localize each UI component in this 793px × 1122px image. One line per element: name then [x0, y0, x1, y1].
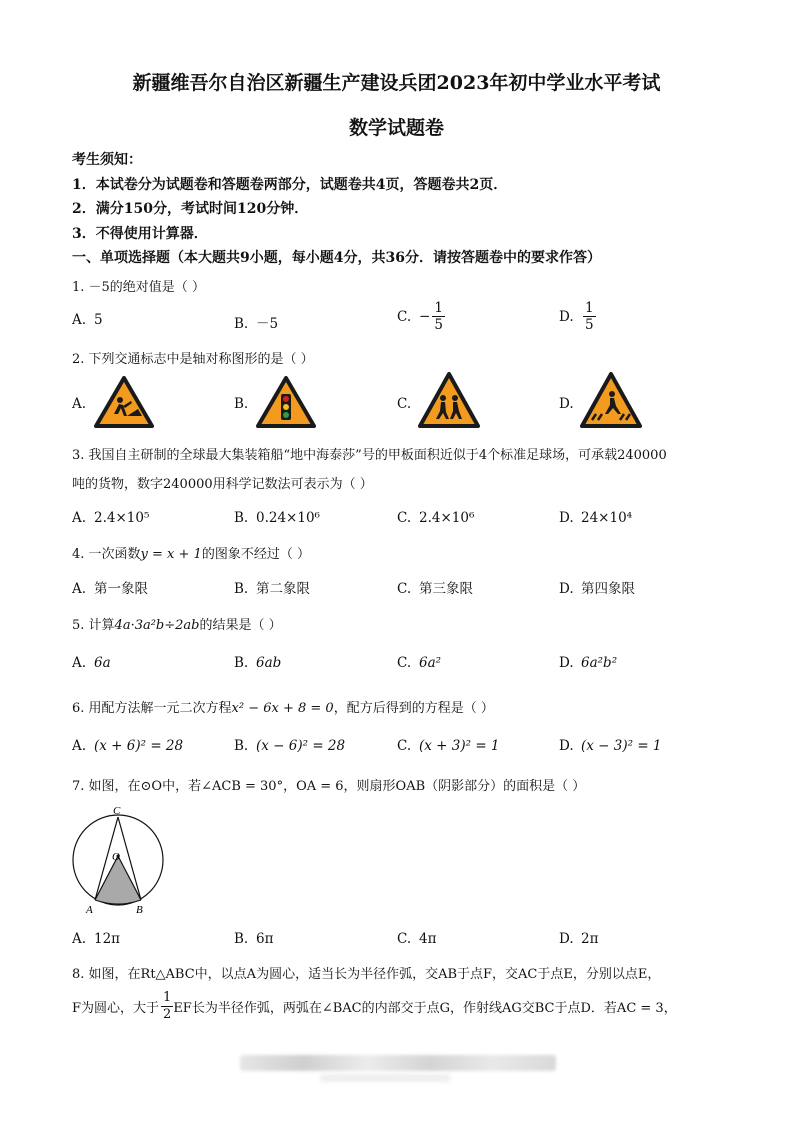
q8-half-fraction: [161, 990, 173, 1023]
q6-option-d-label: D.: [559, 738, 574, 754]
q4-stem-suffix: 的图象不经过（ ）: [201, 547, 310, 562]
q4-option-b-label: B.: [234, 581, 249, 597]
question-8-stem-line-1: 8. 如图，在Rt△ABC中，以点A为圆心，适当长为半径作弧，交AB于点F，交AC于点E，分别以点E，: [72, 967, 661, 982]
q5-stem-formula: 4a·3a²b÷2ab: [114, 618, 200, 633]
q4-option-b: [234, 577, 310, 597]
q4-option-a-value: 第一象限: [94, 581, 148, 597]
q3-option-b-label: B.: [234, 510, 249, 526]
q3-option-c-value: 2.4×10⁶: [419, 510, 475, 526]
q5-option-a-label: A.: [72, 655, 87, 671]
section-heading: 一、单项选择题（本大题共9小题，每小题4分，共36分．请按答题卷中的要求作答）: [72, 250, 601, 266]
q1-option-c: [397, 300, 445, 333]
q7-option-a-label: A.: [72, 931, 87, 947]
q7-option-a: [72, 931, 120, 947]
q5-option-b-value: 6ab: [256, 655, 282, 671]
q2-option-c-label: C.: [397, 396, 412, 412]
q6-option-c-label: C.: [397, 738, 412, 754]
q5-option-b-label: B.: [234, 655, 249, 671]
fraction-denominator: 5: [585, 317, 594, 333]
q2-option-b-label: B.: [234, 396, 249, 412]
q5-option-d: [559, 655, 617, 671]
q3-option-a-value: 2.4×10⁵: [94, 510, 150, 526]
q1-option-a-value: 5: [94, 312, 103, 328]
q6-option-b: [234, 738, 345, 754]
blurred-footer-watermark-secondary: [320, 1074, 450, 1082]
q1-option-b: [234, 312, 278, 332]
notice-item-3: 3．不得使用计算器．: [72, 226, 208, 242]
q3-option-b: [234, 510, 320, 526]
point-c-label: C: [113, 805, 121, 817]
q4-option-c-value: 第三象限: [419, 581, 473, 597]
q1-option-c-fraction: [432, 300, 445, 333]
q6-option-d-value: (x − 3)² = 1: [581, 738, 662, 754]
question-2-stem: 2. 下列交通标志中是轴对称图形的是（ ）: [72, 352, 314, 367]
q4-stem-prefix: 4. 一次函数: [72, 547, 141, 562]
q5-option-d-label: D.: [559, 655, 574, 671]
q4-stem-formula: y = x + 1: [140, 547, 202, 562]
question-4-stem: [72, 543, 310, 562]
q6-option-c: [397, 738, 500, 754]
q6-option-c-value: (x + 3)² = 1: [419, 738, 500, 754]
point-o-label: O: [112, 851, 120, 863]
q4-option-c: [397, 577, 473, 597]
q3-option-b-value: 0.24×10⁶: [256, 510, 320, 526]
q1-option-a: [72, 312, 103, 328]
notice-item-2: 2．满分150分，考试时间120分钟．: [72, 201, 309, 217]
q5-option-c-value: 6a²: [419, 655, 442, 671]
q7-option-b-value: 6π: [256, 931, 274, 947]
q1-option-b-value: －5: [256, 316, 279, 332]
fraction-denominator: 5: [434, 317, 443, 333]
q5-option-a: [72, 655, 111, 671]
q3-option-d-value: 24×10⁴: [581, 510, 633, 526]
q1-option-a-label: A.: [72, 312, 87, 328]
q7-option-d-label: D.: [559, 931, 574, 947]
question-3-stem-line-2: 吨的货物，数字240000用科学记数法可表示为（ ）: [72, 477, 373, 492]
q1-option-d: [559, 300, 596, 333]
q7-option-b-label: B.: [234, 931, 249, 947]
notice-heading: 考生须知：: [72, 152, 142, 168]
q3-option-c-label: C.: [397, 510, 412, 526]
q5-option-a-value: 6a: [94, 655, 111, 671]
circle-sector-figure: [66, 800, 170, 920]
fraction-denominator: 2: [163, 1007, 172, 1022]
q3-option-d: [559, 510, 632, 526]
exam-title: 新疆维吾尔自治区新疆生产建设兵团2023年初中学业水平考试: [132, 72, 661, 94]
question-3-stem-line-1: 3. 我国自主研制的全球最大集装箱船“地中海泰莎”号的甲板面积近似于4个标准足球场，可承载240000: [72, 448, 667, 463]
q8-line2-suffix: EF长为半径作弧，两弧在∠BAC的内部交于点G，作射线AG交BC于点D．若AC = 3，: [173, 1001, 677, 1016]
q6-option-b-label: B.: [234, 738, 249, 754]
q7-option-d-value: 2π: [581, 931, 599, 947]
q5-option-b: [234, 655, 281, 671]
q1-option-d-label: D.: [559, 308, 574, 325]
q6-option-a-value: (x + 6)² = 28: [94, 738, 184, 754]
question-6-stem: [72, 697, 494, 716]
q6-stem-suffix: ，配方后得到的方程是（ ）: [333, 701, 494, 716]
fraction-numerator: 1: [434, 300, 443, 316]
q1-option-c-label: C.: [397, 308, 412, 325]
q1-option-b-label: B.: [234, 316, 249, 332]
q4-option-d: [559, 577, 635, 597]
question-1-stem: 1. －5的绝对值是（ ）: [72, 280, 205, 295]
workers-road-sign-icon: [94, 376, 154, 428]
q7-option-c: [397, 931, 436, 947]
q6-option-d: [559, 738, 662, 754]
q6-stem-formula: x² − 6x + 8 = 0: [231, 701, 334, 716]
q7-option-c-value: 4π: [419, 931, 437, 947]
point-b-label: B: [136, 904, 143, 916]
q4-option-a: [72, 577, 148, 597]
blurred-footer-watermark: [240, 1055, 556, 1071]
q7-option-d: [559, 931, 598, 947]
q6-stem-prefix: 6. 用配方法解一元二次方程: [72, 701, 232, 716]
q6-option-a-label: A.: [72, 738, 87, 754]
q2-option-a-label: A.: [72, 396, 87, 412]
question-5-stem: [72, 614, 282, 633]
pedestrian-crossing-sign-icon: [580, 372, 642, 428]
q2-option-d-label: D.: [559, 396, 574, 412]
question-7-stem: 7. 如图，在⊙O中，若∠ACB = 30°，OA = 6，则扇形OAB（阴影部分）的面积是（ ）: [72, 779, 586, 794]
notice-item-1: 1．本试卷分为试题卷和答题卷两部分，试题卷共4页，答题卷共2页．: [72, 177, 508, 193]
q3-option-c: [397, 510, 474, 526]
q4-option-a-label: A.: [72, 581, 87, 597]
q4-option-d-label: D.: [559, 581, 574, 597]
fraction-numerator: 1: [585, 300, 594, 316]
traffic-light-sign-icon: [256, 376, 316, 428]
q1-option-d-fraction: [583, 300, 596, 333]
q4-option-d-value: 第四象限: [581, 581, 635, 597]
q4-option-b-value: 第二象限: [256, 581, 310, 597]
q5-stem-prefix: 5. 计算: [72, 618, 115, 633]
q4-option-c-label: C.: [397, 581, 412, 597]
q3-option-d-label: D.: [559, 510, 574, 526]
q8-line2-prefix: F为圆心，大于: [72, 1001, 160, 1016]
question-8-stem-line-2: [72, 990, 677, 1023]
q6-option-b-value: (x − 6)² = 28: [256, 738, 346, 754]
fraction-numerator: 1: [163, 990, 172, 1005]
q3-option-a: [72, 510, 149, 526]
children-crossing-sign-icon: [418, 372, 480, 428]
q7-option-c-label: C.: [397, 931, 412, 947]
q5-option-c-label: C.: [397, 655, 412, 671]
q5-option-c: [397, 655, 441, 671]
q6-option-a: [72, 738, 183, 754]
q5-option-d-value: 6a²b²: [581, 655, 618, 671]
q5-stem-suffix: 的结果是（ ）: [199, 618, 282, 633]
exam-subtitle: 数学试题卷: [348, 117, 444, 139]
q7-option-b: [234, 931, 273, 947]
q7-option-a-value: 12π: [94, 931, 121, 947]
point-a-label: A: [86, 904, 93, 916]
q1-option-c-sign: −: [419, 308, 431, 325]
q3-option-a-label: A.: [72, 510, 87, 526]
